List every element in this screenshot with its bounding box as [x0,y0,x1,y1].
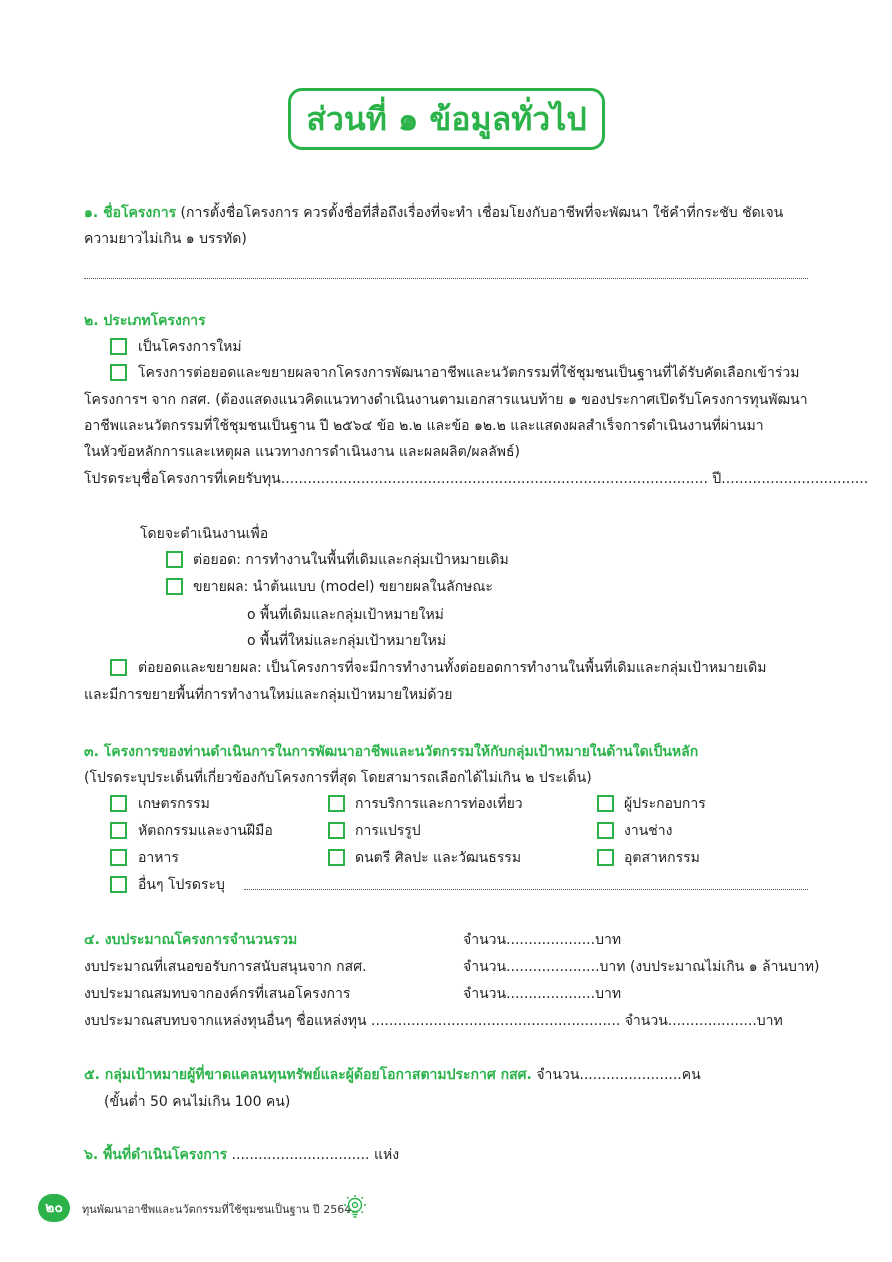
continued-project-line-2: โครงการฯ จาก กสศ. (ต้องแสดงแนวคิดแนวทางดำเนินงานตามเอกสารแนบท้าย ๑ ของประกาศเปิดรับโครงการทุนพัฒนา [84,392,808,408]
section-5-note: (ขั้นต่ำ 50 คนไม่เกิน 100 คน) [104,1094,291,1110]
budget-org-label: งบประมาณสมทบจากองค์กรที่เสนอโครงการ [84,986,351,1002]
option-craftsman-label: งานช่าง [624,823,673,839]
option-craftsman-checkbox[interactable] [597,822,614,839]
option-industry-label: อุตสาหกรรม [624,850,700,866]
operate-intro: โดยจะดำเนินงานเพื่อ [140,526,269,542]
expand-label: ขยายผล: นำต้นแบบ (model) ขยายผลในลักษณะ [193,579,493,595]
section-1-desc: (การตั้งชื่อโครงการ ควรตั้งชื่อที่สื่อถึงเรื่องที่จะทำ เชื่อมโยงกับอาชีพที่จะพัฒนา ใช้คำที่กระชับ ชัดเจน [176,205,784,221]
section-1-line-1 [84,202,783,224]
continued-project-line-1: โครงการต่อยอดและขยายผลจากโครงการพัฒนาอาชีพและนวัตกรรมที่ใช้ชุมชนเป็นฐานที่ได้รับคัดเลือกเข้าร่วม [138,365,800,381]
section-5-amount[interactable]: จำนวน.......................คน [531,1067,701,1083]
option-tourism-label: การบริการและการท่องเที่ยว [355,796,523,812]
option-arts-label: ดนตรี ศิลปะ และวัฒนธรรม [355,850,522,866]
option-agriculture-checkbox[interactable] [110,795,127,812]
budget-request-label: งบประมาณที่เสนอขอรับการสนับสนุนจาก กสศ. [84,959,367,975]
option-agriculture-label: เกษตรกรรม [138,796,210,812]
section-1-label: ๑. ชื่อโครงการ [84,205,177,221]
new-project-checkbox[interactable] [110,338,127,355]
continued-project-checkbox[interactable] [110,364,127,381]
option-other-label: อื่นๆ โปรดระบุ [138,877,225,893]
option-other-field[interactable] [244,889,808,890]
option-tourism-checkbox[interactable] [328,795,345,812]
section-1-desc-2: ความยาวไม่เกิน ๑ บรรทัด) [84,231,247,247]
budget-org-amount[interactable]: จำนวน....................บาท [463,986,622,1002]
continued-project-line-3: อาชีพและนวัตกรรมที่ใช้ชุมชนเป็นฐาน ปี ๒๕๖๔ ข้อ ๒.๒ และข้อ ๑๒.๒ และแสดงผลสำเร็จการดำเนินงานที่ผ่านมา [84,418,764,434]
extend-and-expand-checkbox[interactable] [110,659,127,676]
extend-label: ต่อยอด: การทำงานในพื้นที่เดิมและกลุ่มเป้าหมายเดิม [193,552,509,568]
page-title: ส่วนที่ ๑ ข้อมูลทั่วไป [306,99,587,138]
option-food-checkbox[interactable] [110,849,127,866]
budget-other-source[interactable]: งบประมาณสบทบจากแหล่งทุนอื่นๆ ชื่อแหล่งทุน ........................................................ จำนวน....................บาท [84,1013,783,1029]
extend-and-expand-line-2: และมีการขยายพื้นที่การทำงานใหม่และกลุ่มเป้าหมายใหม่ด้วย [84,687,453,703]
section-6-line [84,1144,399,1166]
extend-and-expand-line-1: ต่อยอดและขยายผล: เป็นโครงการที่จะมีการทำงานทั้งต่อยอดการทำงานในพื้นที่เดิมและกลุ่มเป้าหมายเดิม [138,660,767,676]
section-3-note: (โปรดระบุประเด็นที่เกี่ยวข้องกับโครงการที่สุด โดยสามารถเลือกได้ไม่เกิน ๒ ประเด็น) [84,770,592,786]
option-entrepreneur-label: ผู้ประกอบการ [624,796,706,812]
option-handicraft-checkbox[interactable] [110,822,127,839]
option-food-label: อาหาร [138,850,179,866]
lightbulb-gear-icon [342,1194,368,1220]
section-5-label: ๕. กลุ่มเป้าหมายผู้ที่ขาดแคลนทุนทรัพย์และผู้ด้อยโอกาสตามประกาศ กสศ. [84,1067,532,1083]
section-3-label: ๓. โครงการของท่านดำเนินการในการพัฒนาอาชีพและนวัตกรรมให้กับกลุ่มเป้าหมายในด้านใดเป็นหลัก [84,744,699,760]
option-industry-checkbox[interactable] [597,849,614,866]
section-6-field[interactable]: ............................... แห่ง [227,1147,400,1163]
section-2-label: ๒. ประเภทโครงการ [84,313,206,329]
extend-checkbox[interactable] [166,551,183,568]
section-5-line [84,1064,701,1086]
budget-request-amount[interactable]: จำนวน.....................บาท (งบประมาณไม่เกิน ๑ ล้านบาท) [463,959,820,975]
continued-project-line-4: ในหัวข้อหลักการและเหตุผล แนวทางการดำเนินงาน และผลผลิต/ผลลัพธ์) [84,444,521,460]
option-processing-checkbox[interactable] [328,822,345,839]
option-processing-label: การแปรรูป [355,823,421,839]
expand-option-b[interactable]: o พื้นที่ใหม่และกลุ่มเป้าหมายใหม่ [247,633,447,649]
page-number-badge: ๒๐ [38,1194,70,1222]
option-entrepreneur-checkbox[interactable] [597,795,614,812]
previous-project-field[interactable]: โปรดระบุชื่อโครงการที่เคยรับทุน................................................................................................ ปี................................. [84,471,869,487]
budget-total-amount[interactable]: จำนวน....................บาท [463,932,622,948]
expand-checkbox[interactable] [166,578,183,595]
page-title-box [288,88,605,150]
option-other-checkbox[interactable] [110,876,127,893]
option-arts-checkbox[interactable] [328,849,345,866]
new-project-label: เป็นโครงการใหม่ [138,339,242,355]
section-6-label: ๖. พื้นที่ดำเนินโครงการ [84,1147,228,1163]
expand-option-a[interactable]: o พื้นที่เดิมและกลุ่มเป้าหมายใหม่ [247,607,444,623]
footer-text: ทุนพัฒนาอาชีพและนวัตกรรมที่ใช้ชุมชนเป็นฐาน ปี 2564 [82,1203,352,1216]
section-4-label: ๔. งบประมาณโครงการจำนวนรวม [84,932,298,948]
project-name-field[interactable] [84,278,808,279]
option-handicraft-label: หัตถกรรมและงานฝีมือ [138,823,273,839]
